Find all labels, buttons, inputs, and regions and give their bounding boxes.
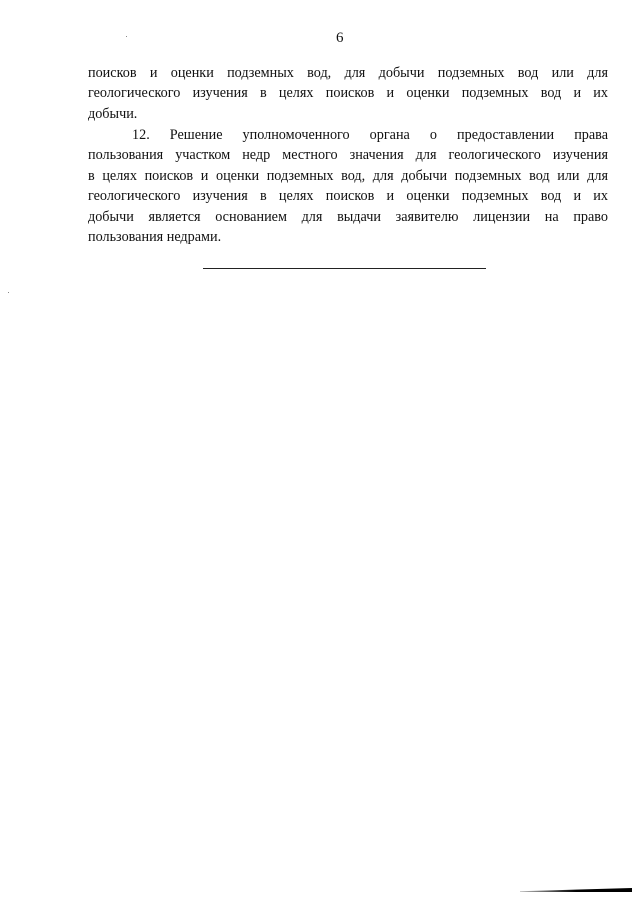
text-line: геологического изучения в целях поисков и оценки подземных вод и их bbox=[88, 188, 608, 204]
scan-edge-mark bbox=[520, 888, 632, 892]
text-line: в целях поисков и оценки подземных вод, для добычи подземных вод или для bbox=[88, 168, 608, 184]
text-line: пользования недрами. bbox=[88, 229, 222, 245]
text-line: добычи. bbox=[88, 106, 138, 122]
text-line: 12. Решение уполномоченного органа о предоставлении права bbox=[132, 127, 608, 143]
scan-speck bbox=[8, 292, 9, 293]
end-divider bbox=[203, 268, 486, 269]
text-line: поисков и оценки подземных вод, для добычи подземных вод или для bbox=[88, 65, 608, 81]
text-line: геологического изучения в целях поисков и оценки подземных вод и их bbox=[88, 85, 608, 101]
scan-speck bbox=[126, 36, 127, 37]
text-line: пользования участком недр местного значения для геологического изучения bbox=[88, 147, 608, 163]
page-number: 6 bbox=[336, 30, 344, 46]
text-line: добычи является основанием для выдачи заявителю лицензии на право bbox=[88, 209, 608, 225]
